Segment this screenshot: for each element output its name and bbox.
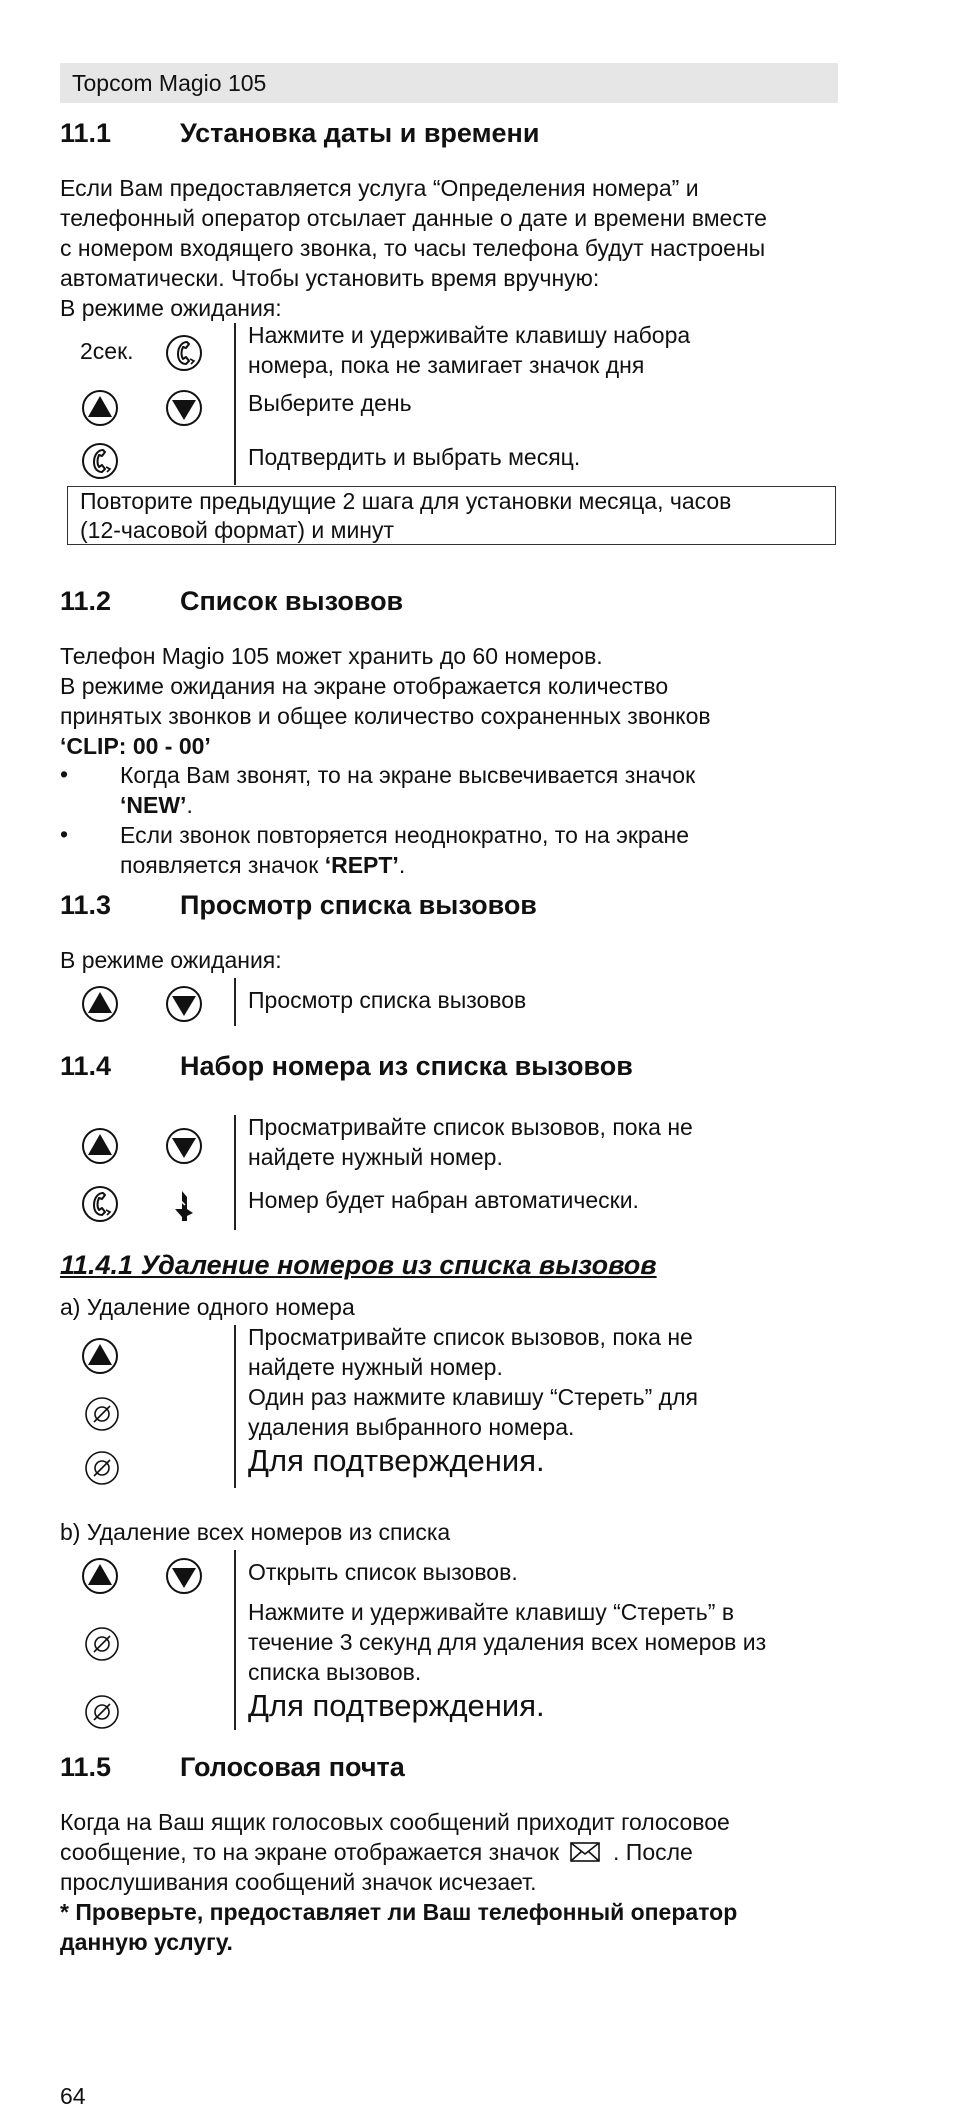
section-11-1-heading: [60, 118, 539, 149]
text-line: (12-часовой формат) и минут: [80, 517, 395, 543]
down-key-icon: [165, 1557, 203, 1595]
up-key-icon: [81, 1337, 119, 1375]
rept-label: ‘REPT’: [324, 852, 399, 878]
clip-value: ‘CLIP: 00 - 00’: [60, 733, 211, 759]
step-text: Открыть список вызовов.: [248, 1559, 518, 1585]
section-11-2-body: [60, 641, 850, 761]
text-end: . После: [613, 1839, 693, 1865]
section-11-1-intro: [60, 173, 850, 323]
envelope-icon: [569, 1840, 603, 1864]
text-start: сообщение, то на экране отображается значок: [60, 1839, 560, 1865]
section-11-5-heading: [60, 1752, 405, 1783]
up-key-icon: [81, 1127, 119, 1165]
bullet: •: [60, 761, 69, 787]
text-line: Когда на Ваш ящик голосовых сообщений приходит голосовое: [60, 1809, 730, 1835]
option-b-label: b) Удаление всех номеров из списка: [60, 1519, 451, 1545]
text-end: .: [398, 852, 406, 878]
text-line: В режиме ожидания на экране отображается количество: [60, 673, 669, 699]
hand-pointer-icon: [165, 1187, 203, 1225]
bullet-text: [120, 820, 689, 880]
step-text: [248, 1112, 693, 1172]
step-text: Для подтверждения.: [248, 1443, 545, 1478]
step-divider: [234, 1325, 236, 1488]
text-line: автоматически. Чтобы установить время вручную:: [60, 265, 600, 291]
section-number: 11.1: [60, 118, 112, 148]
warning-line: данную услугу.: [60, 1929, 233, 1955]
phone-key-icon: [81, 442, 119, 480]
section-11-3-heading: [60, 890, 537, 921]
step-divider: [234, 1550, 236, 1730]
step-divider: [234, 323, 236, 485]
key-hold-label: 2сек.: [80, 338, 134, 364]
section-title: Просмотр списка вызовов: [180, 890, 537, 920]
bullet-text: [120, 760, 695, 820]
text-line: Повторите предыдущие 2 шага для установки месяца, часов: [80, 488, 732, 514]
step-divider: [234, 1115, 236, 1230]
text-line: Нажмите и удерживайте клавишу набора: [248, 322, 691, 348]
section-title: Голосовая почта: [180, 1752, 405, 1782]
text-line: Нажмите и удерживайте клавишу “Стереть” в: [248, 1599, 735, 1625]
subsection-heading: 11.4.1 Удаление номеров из списка вызовов: [60, 1250, 657, 1280]
down-key-icon: [165, 1127, 203, 1165]
delete-key-icon: [83, 1395, 121, 1433]
delete-key-icon: [83, 1449, 121, 1487]
section-title: Набор номера из списка вызовов: [180, 1051, 633, 1081]
step-text: Просмотр списка вызовов: [248, 987, 527, 1013]
section-title: Список вызовов: [180, 586, 404, 616]
bullet: •: [60, 821, 69, 847]
option-a-label: а) Удаление одного номера: [60, 1294, 355, 1320]
section-number: 11.5: [60, 1752, 112, 1782]
new-label: ‘NEW’: [120, 792, 187, 818]
text-line: Если звонок повторяется неоднократно, то на экране: [120, 822, 690, 848]
step-text: Для подтверждения.: [248, 1688, 545, 1723]
text-line: течение 3 секунд для удаления всех номеров из: [248, 1629, 767, 1655]
section-title: Установка даты и времени: [180, 118, 540, 148]
text-line: Если Вам предоставляется услуга “Определения номера” и: [60, 175, 699, 201]
text-line: списка вызовов.: [248, 1659, 422, 1685]
text-line: Просматривайте список вызовов, пока не: [248, 1324, 693, 1350]
phone-key-icon: [81, 1185, 119, 1223]
text-line: найдете нужный номер.: [248, 1354, 503, 1380]
section-number: 11.3: [60, 890, 112, 920]
text-line: найдете нужный номер.: [248, 1144, 503, 1170]
down-key-icon: [165, 389, 203, 427]
step-text: [248, 320, 690, 380]
section-11-4-heading: [60, 1051, 633, 1082]
section-11-2-heading: [60, 586, 403, 617]
up-key-icon: [81, 985, 119, 1023]
step-text: Номер будет набран автоматически.: [248, 1187, 639, 1213]
text-end: .: [186, 792, 193, 818]
text-line: Когда Вам звонят, то на экране высвечивается значок: [120, 762, 696, 788]
text-line: В режиме ожидания:: [60, 295, 282, 321]
page-number: 64: [60, 2083, 86, 2109]
text-line: Просматривайте список вызовов, пока не: [248, 1114, 693, 1140]
text-line: принятых звонков и общее количество сохраненных звонков: [60, 703, 711, 729]
text-line: прослушивания сообщений значок исчезает.: [60, 1869, 537, 1895]
step-text: [248, 1597, 766, 1687]
text-line: номера, пока не замигает значок дня: [248, 352, 645, 378]
text-line: телефонный оператор отсылает данные о дате и времени вместе: [60, 205, 767, 231]
section-number: 11.4: [60, 1051, 112, 1081]
text-line: [60, 1837, 850, 1867]
section-11-5-body: [60, 1807, 850, 1957]
warning-line: * Проверьте, предоставляет ли Ваш телефонный оператор: [60, 1899, 738, 1925]
page-header: Topcom Magio 105: [60, 63, 838, 103]
text-line: с номером входящего звонка, то часы телефона будут настроены: [60, 235, 766, 261]
text-line: удаления выбранного номера.: [248, 1414, 575, 1440]
phone-key-icon: [165, 334, 203, 372]
step-divider: [234, 978, 236, 1026]
delete-key-icon: [83, 1693, 121, 1731]
text-line: Один раз нажмите клавишу “Стереть” для: [248, 1384, 698, 1410]
step-text: Подтвердить и выбрать месяц.: [248, 444, 581, 470]
text-line: [120, 850, 689, 880]
step-text: [248, 1322, 698, 1442]
text-start: появляется значок: [120, 852, 325, 878]
delete-key-icon: [83, 1625, 121, 1663]
section-number: 11.2: [60, 586, 112, 616]
up-key-icon: [81, 1557, 119, 1595]
down-key-icon: [165, 985, 203, 1023]
text-line: Телефон Magio 105 может хранить до 60 номеров.: [60, 643, 603, 669]
text-line: [120, 790, 695, 820]
standby-label: В режиме ожидания:: [60, 947, 282, 973]
note-box: [67, 486, 836, 545]
up-key-icon: [81, 389, 119, 427]
step-text: Выберите день: [248, 390, 412, 416]
